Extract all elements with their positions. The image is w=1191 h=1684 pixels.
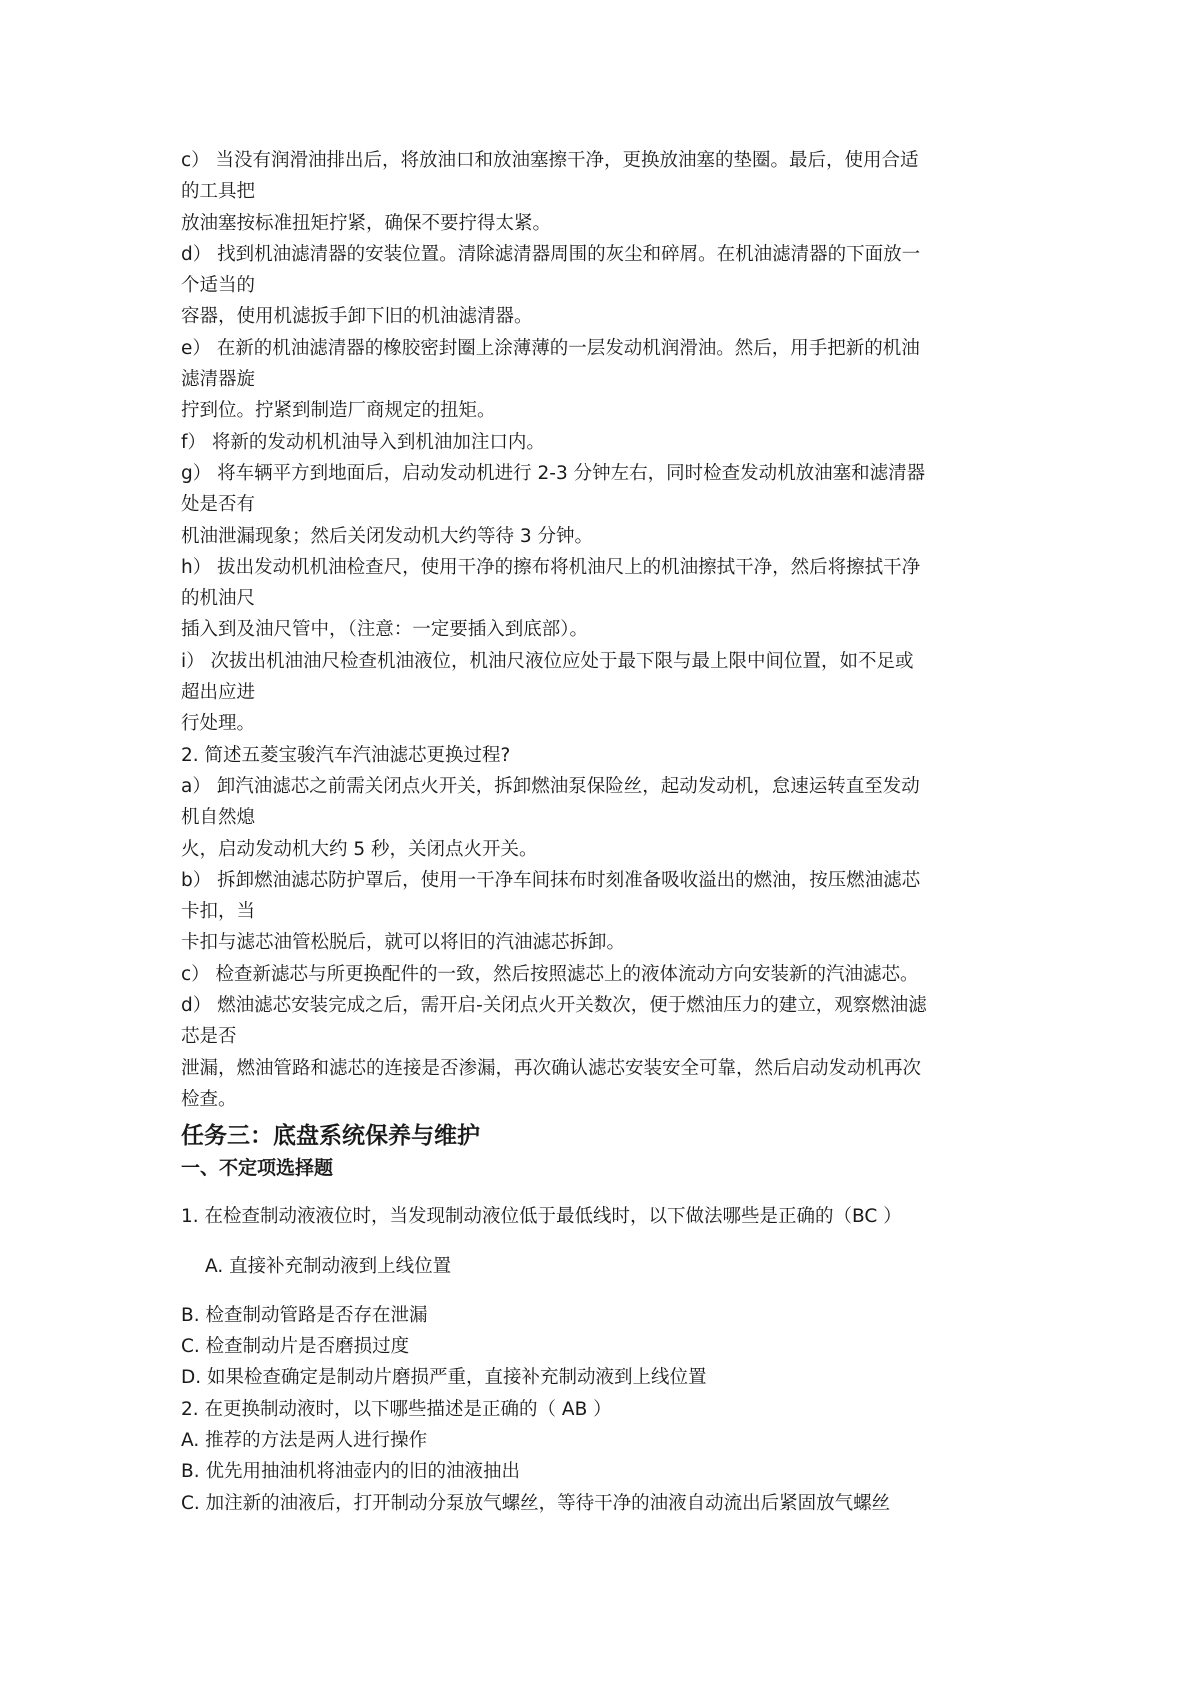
paragraph-line: e） 在新的机油滤清器的橡胶密封圈上涂薄薄的一层发动机润滑油。然后，用手把新的机油 [181, 337, 920, 359]
paragraph-line: 机自然熄 [181, 807, 256, 829]
paragraph-line: d） 找到机油滤清器的安装位置。清除滤清器周围的灰尘和碎屑。在机油滤清器的下面放一 [181, 243, 921, 265]
paragraph-line: b） 拆卸燃油滤芯防护罩后，使用一干净车间抹布时刻准备吸收溢出的燃油，按压燃油滤芯 [181, 869, 921, 891]
paragraph-line: c） 当没有润滑油排出后，将放油口和放油塞擦干净，更换放油塞的垫圈。最后，使用合适 [181, 150, 919, 171]
paragraph-line: a） 卸汽油滤芯之前需关闭点火开关，拆卸燃油泵保险丝，起动发动机，怠速运转直至发动 [181, 775, 920, 797]
question-2-option-a: A. 推荐的方法是两人进行操作 [181, 1429, 428, 1451]
paragraph-line: 个适当的 [181, 275, 256, 297]
question-1-option-b: B. 检查制动管路是否存在泄漏 [181, 1304, 428, 1326]
question-1-option-c: C. 检查制动片是否磨损过度 [181, 1336, 410, 1358]
paragraph-line: 的工具把 [181, 181, 256, 203]
question-1-option-a: A. 直接补充制动液到上线位置 [205, 1255, 452, 1277]
paragraph-line: g） 将车辆平方到地面后，启动发动机进行 2-3 分钟左右，同时检查发动机放油塞和滤清器 [181, 462, 926, 484]
paragraph-line: i） 次拔出机油油尺检查机油液位，机油尺液位应处于最下限与最上限中间位置，如不足或 [181, 650, 914, 672]
paragraph-line: f） 将新的发动机机油导入到机油加注口内。 [181, 431, 545, 453]
paragraph-line: 卡扣与滤芯油管松脱后，就可以将旧的汽油滤芯拆卸。 [181, 932, 626, 954]
paragraph-line: 检查。 [181, 1088, 237, 1110]
question-line: 2. 简述五菱宝骏汽车汽油滤芯更换过程? [181, 744, 511, 766]
paragraph-line: 滤清器旋 [181, 369, 256, 391]
question-2-option-c: C. 加注新的油液后，打开制动分泵放气螺丝，等待干净的油液自动流出后紧固放气螺丝 [181, 1492, 891, 1514]
question-2: 2. 在更换制动液时，以下哪些描述是正确的（ AB ） [181, 1398, 612, 1420]
paragraph-line: 火，启动发动机大约 5 秒，关闭点火开关。 [181, 838, 538, 860]
paragraph-line: 放油塞按标准扭矩拧紧，确保不要拧得太紧。 [181, 212, 552, 234]
paragraph-line: 拧到位。拧紧到制造厂商规定的扭矩。 [181, 400, 496, 422]
paragraph-line: h） 拔出发动机机油检查尺，使用干净的擦布将机油尺上的机油擦拭干净，然后将擦拭干净 [181, 556, 921, 578]
question-1-option-d: D. 如果检查确定是制动片磨损严重，直接补充制动液到上线位置 [181, 1367, 707, 1389]
paragraph-line: 芯是否 [181, 1026, 237, 1048]
paragraph-line: 泄漏，燃油管路和滤芯的连接是否渗漏，再次确认滤芯安装安全可靠，然后启动发动机再次 [181, 1057, 922, 1079]
paragraph-line: 容器，使用机滤扳手卸下旧的机油滤清器。 [181, 306, 533, 328]
paragraph-line: 行处理。 [181, 713, 256, 735]
question-1: 1. 在检查制动液液位时，当发现制动液位低于最低线时，以下做法哪些是正确的（BC ） [181, 1206, 902, 1228]
question-2-option-b: B. 优先用抽油机将油壶内的旧的油液抽出 [181, 1461, 520, 1483]
paragraph-line: 卡扣，当 [181, 901, 256, 923]
paragraph-line: 处是否有 [181, 494, 256, 516]
paragraph-line: 的机油尺 [181, 588, 256, 610]
paragraph-line: 机油泄漏现象；然后关闭发动机大约等待 3 分钟。 [181, 525, 594, 547]
subsection-title: 一、不定项选择题 [181, 1157, 334, 1180]
paragraph-line: 超出应进 [181, 682, 256, 704]
paragraph-line: 插入到及油尺管中，（注意：一定要插入到底部）。 [181, 619, 589, 641]
paragraph-line: c） 检查新滤芯与所更换配件的一致，然后按照滤芯上的液体流动方向安装新的汽油滤芯。 [181, 963, 919, 985]
section-title: 任务三：底盘系统保养与维护 [181, 1123, 480, 1150]
paragraph-line: d） 燃油滤芯安装完成之后，需开启-关闭点火开关数次，便于燃油压力的建立，观察燃油滤 [181, 995, 927, 1017]
document-page [181, 145, 1021, 1519]
